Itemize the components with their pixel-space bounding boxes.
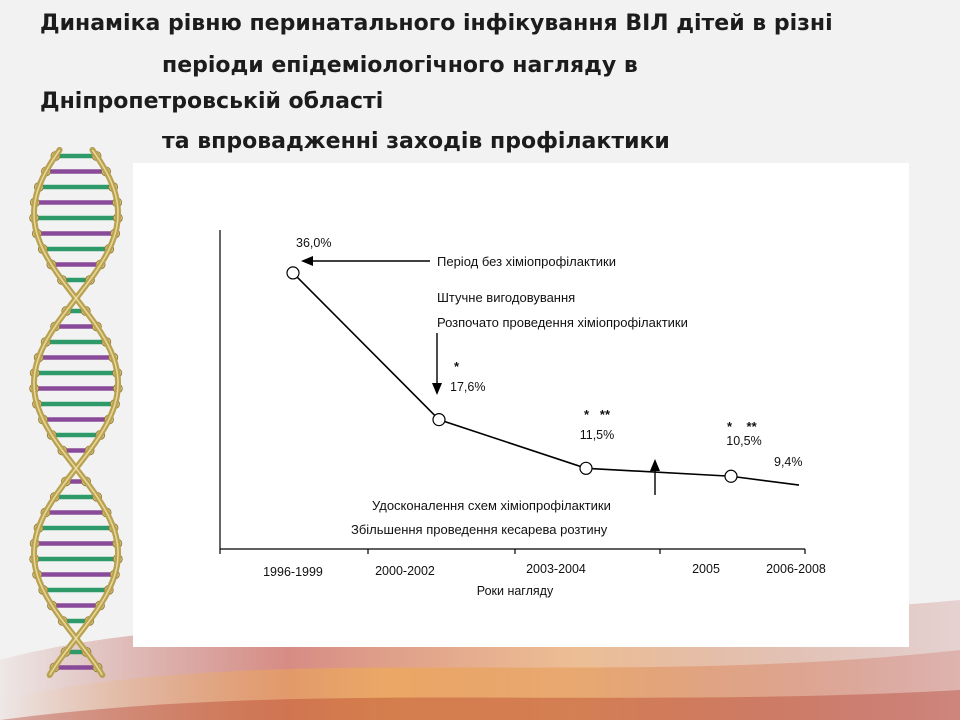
data-label: 36,0% <box>296 236 332 250</box>
annotation-no-prophylaxis: Період без хіміопрофілактики <box>437 254 616 269</box>
data-point <box>725 470 737 482</box>
data-point <box>287 267 299 279</box>
x-tick-label: 2000-2002 <box>375 564 435 578</box>
chart-panel <box>133 163 909 647</box>
arrow-up-icon <box>650 459 660 471</box>
slide-title-line-2: періоди епідеміологічного нагляду в <box>162 53 638 78</box>
arrow-down-icon <box>432 383 442 395</box>
data-label: 17,6% <box>450 380 486 394</box>
x-axis-title: Роки нагляду <box>476 584 554 598</box>
annotation-prophylaxis-start: Розпочато проведення хіміопрофілактики <box>437 315 688 330</box>
data-point <box>433 414 445 426</box>
significance-mark: * ** <box>584 407 611 422</box>
slide-title-line-1: Динаміка рівню перинатального інфікування ВІЛ дітей в різні <box>40 11 833 36</box>
dna-helix-icon <box>18 140 138 685</box>
data-point <box>580 462 592 474</box>
data-label: 9,4% <box>774 455 803 469</box>
x-tick-label: 1996-1999 <box>263 565 323 579</box>
annotation-schemes-improvement: Збільшення проведення кесарева розтину <box>351 522 608 537</box>
annotation-schemes-improvement: Удосконалення схем хіміопрофілактики <box>372 498 611 513</box>
x-tick-label: 2006-2008 <box>766 562 826 576</box>
significance-mark: * ** <box>727 419 757 434</box>
arrow-left-icon <box>301 256 313 266</box>
data-label: 10,5% <box>726 434 762 448</box>
x-tick-label: 2003-2004 <box>526 562 586 576</box>
x-tick-label: 2005 <box>692 562 720 576</box>
significance-mark: * <box>454 359 460 374</box>
data-label: 11,5% <box>579 428 615 442</box>
slide-title-line-3: Дніпропетровській області <box>40 89 384 114</box>
line-chart <box>133 163 909 647</box>
slide-title-line-4: та впровадженні заходів профілактики <box>162 129 670 154</box>
annotation-prophylaxis-start: Штучне вигодовування <box>437 290 576 305</box>
